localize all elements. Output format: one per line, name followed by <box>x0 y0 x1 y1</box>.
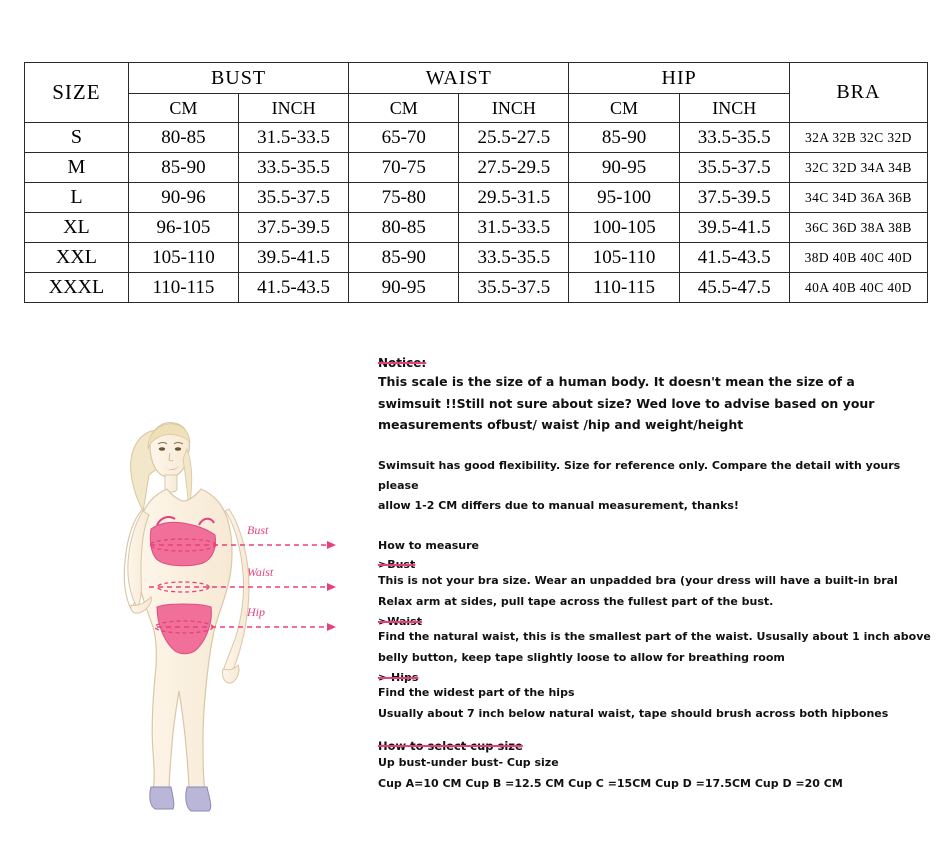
hips-heading: > Hips <box>378 670 419 684</box>
cup-line-1: Up bust-under bust- Cup size <box>378 755 559 769</box>
table-row <box>25 273 928 303</box>
table-row <box>25 123 928 153</box>
header-bust-inch: INCH <box>239 94 349 123</box>
cell-hip-inch: 41.5-43.5 <box>679 243 789 273</box>
cup-line-2: Cup A=10 CM Cup B =12.5 CM Cup C =15CM Cup D =17.5CM Cup D =20 CM <box>378 776 843 790</box>
waist-line-1: Find the natural waist, this is the smallest part of the waist. Ususally about 1 inch above <box>378 630 931 644</box>
notice-title: Notice: <box>378 356 427 370</box>
cell-waist-inch: 31.5-33.5 <box>459 213 569 243</box>
cell-bust-inch: 31.5-33.5 <box>239 123 349 153</box>
cell-hip-inch: 39.5-41.5 <box>679 213 789 243</box>
notice-line-3: measurements ofbust/ waist /hip and weight/height <box>378 417 744 432</box>
header-bust-cm: CM <box>128 94 238 123</box>
cell-waist-cm: 90-95 <box>349 273 459 303</box>
cell-bra: 36C 36D 38A 38B <box>789 213 927 243</box>
size-chart-table <box>24 62 928 303</box>
table-row <box>25 153 928 183</box>
cell-hip-inch: 33.5-35.5 <box>679 123 789 153</box>
cell-waist-inch: 33.5-35.5 <box>459 243 569 273</box>
header-waist: WAIST <box>349 63 569 94</box>
measurement-guide-section <box>0 345 950 845</box>
cell-waist-cm: 80-85 <box>349 213 459 243</box>
cell-hip-cm: 105-110 <box>569 243 679 273</box>
cell-bust-inch: 35.5-37.5 <box>239 183 349 213</box>
cell-bust-cm: 105-110 <box>128 243 238 273</box>
notice-line-1: This scale is the size of a human body. It doesn't mean the size of a <box>378 374 855 389</box>
callout-bust: Bust <box>247 523 269 537</box>
table-row <box>25 243 928 273</box>
table-row <box>25 183 928 213</box>
cell-size: XXXL <box>25 273 129 303</box>
cell-hip-inch: 45.5-47.5 <box>679 273 789 303</box>
measurement-instructions <box>378 357 934 795</box>
header-hip-cm: CM <box>569 94 679 123</box>
bust-heading: >Bust <box>378 558 416 572</box>
cell-bra: 32A 32B 32C 32D <box>789 123 927 153</box>
header-size: SIZE <box>25 63 129 123</box>
cell-bra: 34C 34D 36A 36B <box>789 183 927 213</box>
cell-bra: 38D 40B 40C 40D <box>789 243 927 273</box>
cell-waist-cm: 65-70 <box>349 123 459 153</box>
cell-hip-cm: 90-95 <box>569 153 679 183</box>
cell-waist-inch: 29.5-31.5 <box>459 183 569 213</box>
hips-line-2: Usually about 7 inch below natural waist, tape should brush across both hipbones <box>378 707 889 721</box>
cell-hip-cm: 95-100 <box>569 183 679 213</box>
header-hip: HIP <box>569 63 789 94</box>
header-waist-cm: CM <box>349 94 459 123</box>
header-hip-inch: INCH <box>679 94 789 123</box>
cell-bust-inch: 41.5-43.5 <box>239 273 349 303</box>
cell-bra: 32C 32D 34A 34B <box>789 153 927 183</box>
cell-hip-cm: 100-105 <box>569 213 679 243</box>
flexibility-line-1: Swimsuit has good flexibility. Size for reference only. Compare the detail with yours please <box>378 458 901 492</box>
header-bra: BRA <box>789 63 927 123</box>
cell-bust-cm: 85-90 <box>128 153 238 183</box>
body-measurement-illustration <box>95 415 375 815</box>
cell-hip-inch: 37.5-39.5 <box>679 183 789 213</box>
notice-line-2: swimsuit !!Still not sure about size? Wed love to advise based on your <box>378 395 875 411</box>
cell-size: XXL <box>25 243 129 273</box>
callout-waist: Waist <box>247 565 274 579</box>
header-bust: BUST <box>128 63 348 94</box>
cell-size: XL <box>25 213 129 243</box>
cell-bust-cm: 96-105 <box>128 213 238 243</box>
table-row <box>25 213 928 243</box>
bust-line-2: Relax arm at sides, pull tape across the fullest part of the bust. <box>378 594 774 608</box>
cell-bust-inch: 39.5-41.5 <box>239 243 349 273</box>
waist-line-2: belly button, keep tape slightly loose to allow for breathing room <box>378 651 785 665</box>
cell-waist-inch: 35.5-37.5 <box>459 273 569 303</box>
cell-size: L <box>25 183 129 213</box>
callout-hip: Hip <box>247 605 265 619</box>
cell-bra: 40A 40B 40C 40D <box>789 273 927 303</box>
cell-waist-cm: 85-90 <box>349 243 459 273</box>
cell-bust-cm: 110-115 <box>128 273 238 303</box>
cell-hip-inch: 35.5-37.5 <box>679 153 789 183</box>
cell-waist-cm: 75-80 <box>349 183 459 213</box>
waist-heading: >Waist <box>378 614 422 628</box>
size-chart-table-container <box>24 62 928 303</box>
how-to-measure-heading: How to measure <box>378 538 480 552</box>
cell-bust-inch: 33.5-35.5 <box>239 153 349 183</box>
cell-hip-cm: 85-90 <box>569 123 679 153</box>
cell-waist-inch: 25.5-27.5 <box>459 123 569 153</box>
cell-size: M <box>25 153 129 183</box>
female-figure-icon <box>95 415 375 815</box>
hips-line-1: Find the widest part of the hips <box>378 686 575 700</box>
cell-size: S <box>25 123 129 153</box>
cell-waist-inch: 27.5-29.5 <box>459 153 569 183</box>
cell-hip-cm: 110-115 <box>569 273 679 303</box>
flexibility-line-2: allow 1-2 CM differs due to manual measurement, thanks! <box>378 499 739 513</box>
header-waist-inch: INCH <box>459 94 569 123</box>
cell-bust-inch: 37.5-39.5 <box>239 213 349 243</box>
cup-size-heading: How to select cup size <box>378 739 523 754</box>
cell-bust-cm: 80-85 <box>128 123 238 153</box>
cell-bust-cm: 90-96 <box>128 183 238 213</box>
bust-line-1: This is not your bra size. Wear an unpadded bra (your dress will have a built-in bral <box>378 573 898 587</box>
cell-waist-cm: 70-75 <box>349 153 459 183</box>
